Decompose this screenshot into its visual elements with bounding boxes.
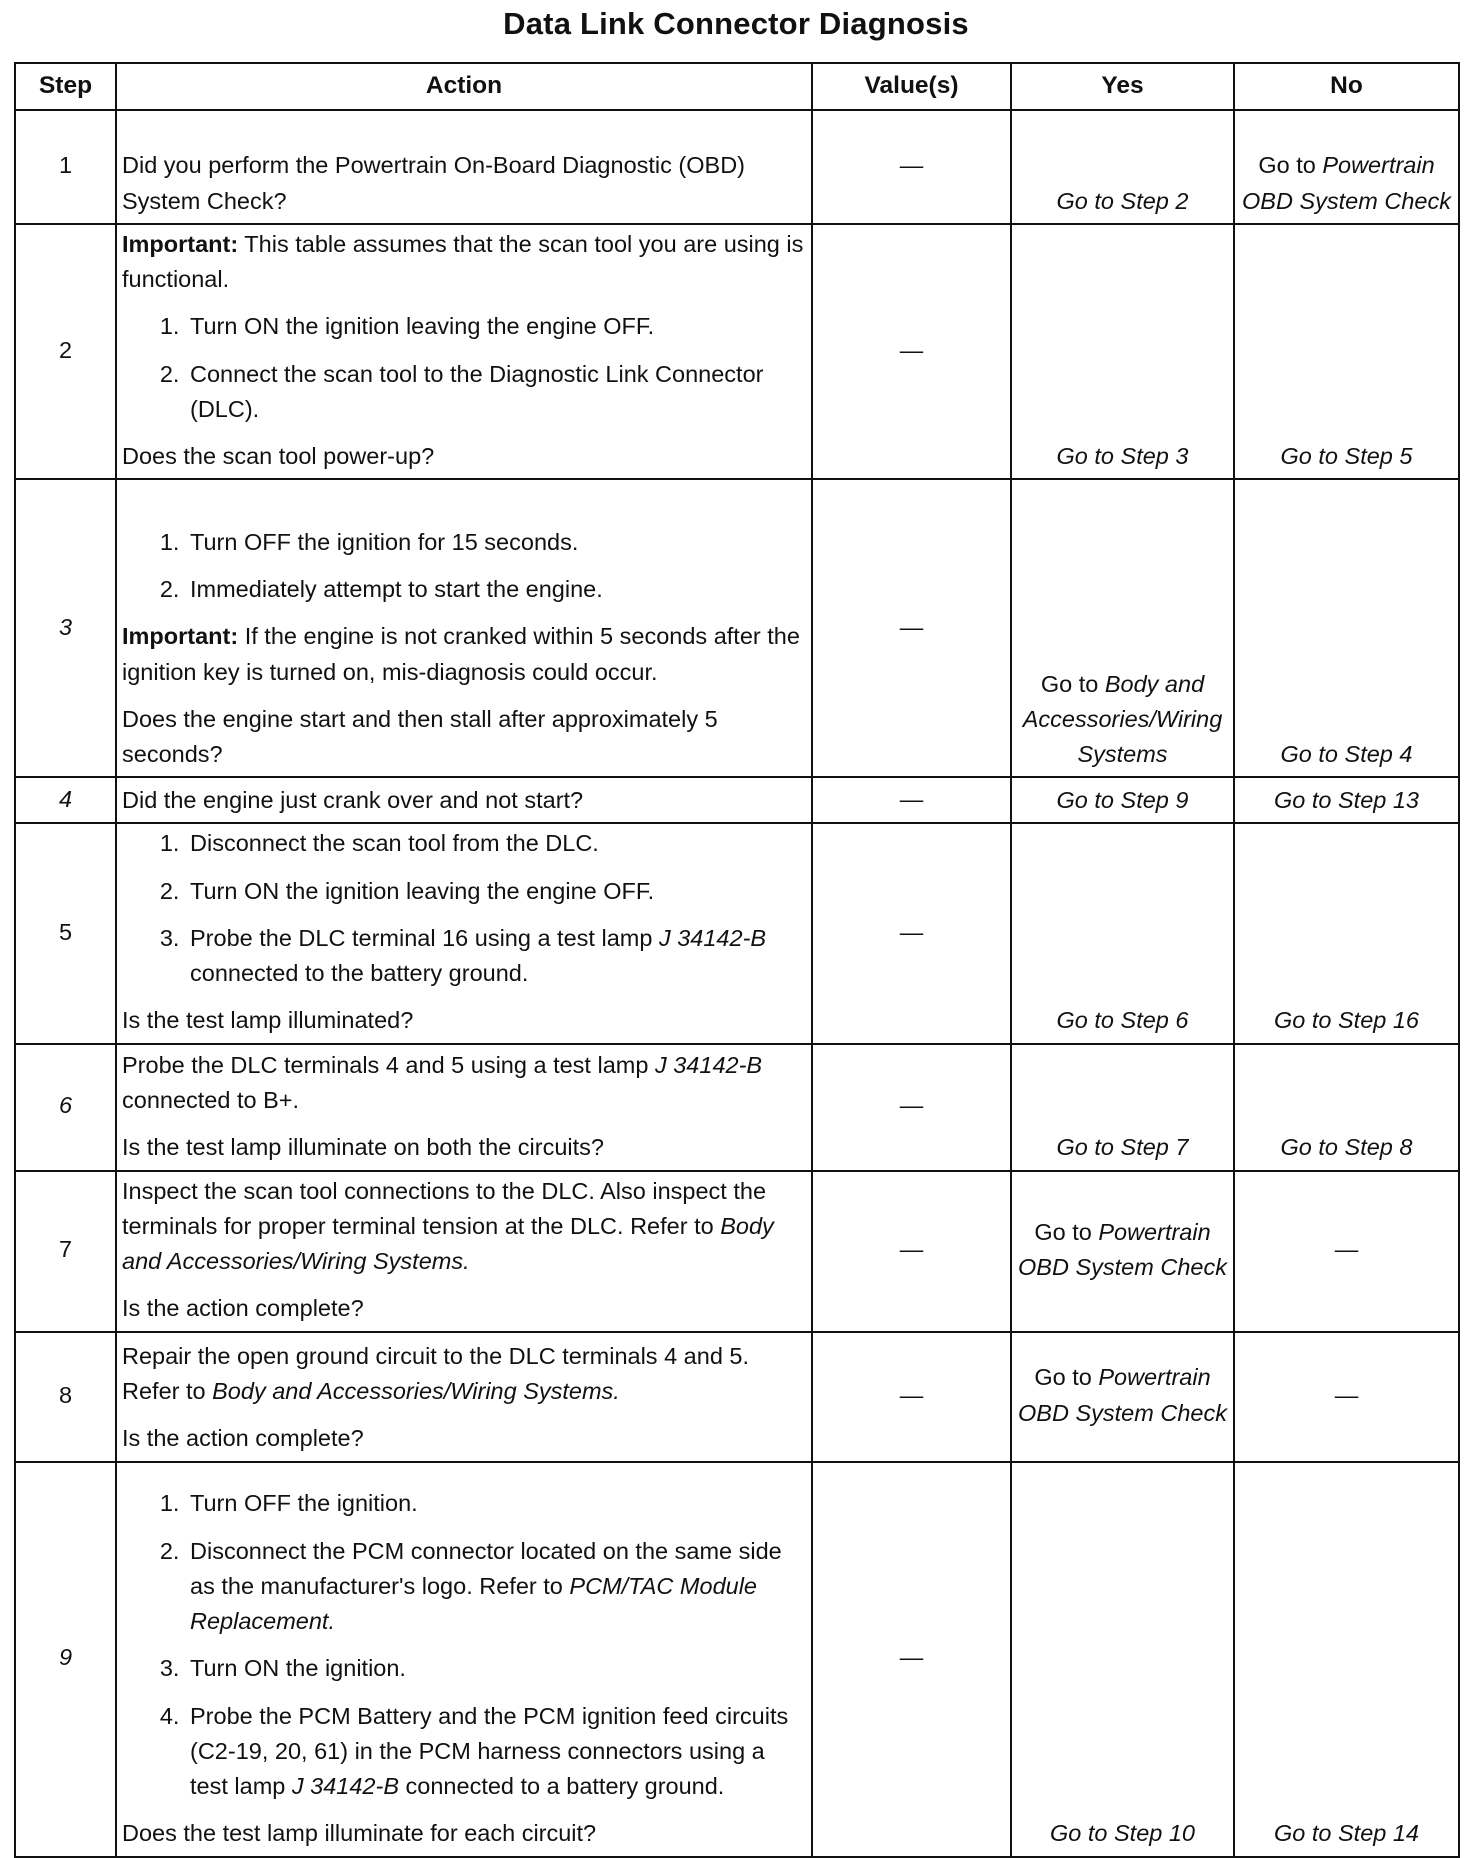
step-number: 9 [15, 1462, 116, 1857]
important-text: This table assumes that the scan tool you are using is functional. [122, 230, 804, 292]
header-row [15, 63, 1459, 110]
action-cell [116, 110, 812, 224]
list-item: 1. Disconnect the scan tool from the DLC. [186, 826, 806, 861]
action-text-part: Probe the DLC terminals 4 and 5 using a test lamp [122, 1051, 649, 1078]
list-item: 1. Turn OFF the ignition. [186, 1486, 806, 1521]
no-cell: — [1234, 1171, 1459, 1332]
value-cell: — [812, 823, 1011, 1043]
action-cell [116, 823, 812, 1043]
action-steps [122, 309, 806, 427]
action-question: Did the engine just crank over and not start? [122, 787, 584, 813]
no-cell: Go to Step 4 [1234, 479, 1459, 777]
table-row [15, 224, 1459, 480]
important-label: Important: [122, 230, 239, 257]
step-number: 6 [15, 1044, 116, 1171]
action-question: Is the action complete? [122, 1295, 364, 1322]
table-row [15, 1462, 1459, 1857]
yes-cell [1011, 1332, 1234, 1462]
action-text-part: Inspect the scan tool connections to the DLC. Also inspect the terminals for proper terminal tension at the DLC. Refer to [122, 1177, 767, 1239]
value-cell: — [812, 1171, 1011, 1332]
list-item: 1. Turn OFF the ignition for 15 seconds. [186, 525, 806, 560]
table-row [15, 777, 1459, 823]
value-cell: — [812, 224, 1011, 480]
action-cell [116, 1332, 812, 1462]
value-cell: — [812, 479, 1011, 777]
table-row [15, 479, 1459, 777]
table-row [15, 110, 1459, 224]
header-step: Step [15, 63, 116, 110]
step-text: Probe the PCM Battery and the PCM ignition feed circuits (C2-19, 20, 61) in the PCM harness connectors using a test lamp [190, 1702, 789, 1799]
action-question: Is the test lamp illuminated? [122, 1007, 414, 1034]
list-item: 3. Turn ON the ignition. [186, 1651, 806, 1686]
list-item [186, 1534, 806, 1640]
table-row [15, 1171, 1459, 1332]
yes-cell: Go to Step 6 [1011, 823, 1234, 1043]
step-text: Disconnect the PCM connector located on the same side as the manufacturer's logo. Refer to [190, 1537, 782, 1599]
yes-reference: Powertrain OBD System Check [1018, 1218, 1227, 1280]
step-number: 5 [15, 823, 116, 1043]
yes-cell: Go to Step 3 [1011, 224, 1234, 480]
action-question: Does the engine start and then stall after approximately 5 seconds? [122, 705, 718, 767]
yes-reference: Body and Accessories/Wiring Systems [1022, 670, 1223, 767]
action-question: Does the test lamp illuminate for each circuit? [122, 1820, 597, 1847]
list-item [186, 1699, 806, 1805]
action-cell [116, 1044, 812, 1171]
no-cell: Go to Step 13 [1234, 777, 1459, 823]
header-yes: Yes [1011, 63, 1234, 110]
document-title: Data Link Connector Diagnosis [503, 6, 969, 41]
list-item: 1. Turn ON the ignition leaving the engine OFF. [186, 309, 806, 344]
no-cell: Go to Step 16 [1234, 823, 1459, 1043]
value-cell: — [812, 1332, 1011, 1462]
action-text [122, 1048, 806, 1119]
action-question: Does the scan tool power-up? [122, 443, 435, 469]
no-prefix: Go to [1258, 152, 1316, 179]
action-steps [122, 1486, 806, 1804]
table-row [15, 1332, 1459, 1462]
action-question: Is the action complete? [122, 1425, 364, 1452]
value-cell: — [812, 110, 1011, 224]
no-cell: Go to Step 14 [1234, 1462, 1459, 1857]
important-note [122, 227, 806, 298]
yes-prefix: Go to [1034, 1364, 1092, 1391]
tool-reference: J 34142-B [291, 1773, 400, 1799]
yes-cell: Go to Step 9 [1011, 777, 1234, 823]
step-number: 1 [15, 110, 116, 224]
action-cell [116, 777, 812, 823]
no-cell: — [1234, 1332, 1459, 1462]
action-text [122, 1174, 806, 1280]
list-item [186, 921, 806, 992]
diagnosis-table [14, 62, 1460, 1858]
important-note [122, 619, 806, 690]
action-steps [122, 525, 806, 608]
header-action: Action [116, 63, 812, 110]
list-item: 2. Connect the scan tool to the Diagnostic Link Connector (DLC). [186, 357, 806, 428]
step-text: connected to the battery ground. [190, 960, 529, 986]
table-row [15, 1044, 1459, 1171]
step-number: 2 [15, 224, 116, 480]
action-text-part: Repair the open ground circuit to the DLC terminals 4 and 5. Refer to [122, 1342, 750, 1404]
action-cell [116, 1462, 812, 1857]
action-question: Is the test lamp illuminate on both the circuits? [122, 1134, 604, 1161]
list-item: 2. Immediately attempt to start the engine. [186, 572, 806, 607]
manual-reference: PCM/TAC Module Replacement. [190, 1572, 758, 1634]
important-text: If the engine is not cranked within 5 seconds after the ignition key is turned on, mis-diagnosis could occur. [122, 623, 800, 685]
value-cell: — [812, 777, 1011, 823]
yes-cell [1011, 1171, 1234, 1332]
table-row [15, 823, 1459, 1043]
no-cell: Go to Step 5 [1234, 224, 1459, 480]
important-label: Important: [122, 623, 239, 650]
list-item: 2. Turn ON the ignition leaving the engine OFF. [186, 874, 806, 909]
no-cell: Go to Step 8 [1234, 1044, 1459, 1171]
step-number: 4 [15, 777, 116, 823]
manual-reference: Body and Accessories/Wiring Systems. [212, 1378, 620, 1404]
action-cell [116, 1171, 812, 1332]
yes-cell: Go to Step 7 [1011, 1044, 1234, 1171]
yes-cell: Go to Step 10 [1011, 1462, 1234, 1857]
step-text: connected to a battery ground. [405, 1773, 725, 1799]
header-no: No [1234, 63, 1459, 110]
step-number: 3 [15, 479, 116, 777]
step-number: 7 [15, 1171, 116, 1332]
no-cell [1234, 110, 1459, 224]
value-cell: — [812, 1044, 1011, 1171]
yes-prefix: Go to [1034, 1218, 1092, 1245]
action-text-part: connected to B+. [122, 1087, 300, 1113]
action-steps [122, 826, 806, 991]
tool-reference: J 34142-B [658, 924, 767, 951]
header-values: Value(s) [812, 63, 1011, 110]
action-cell [116, 479, 812, 777]
manual-reference: Body and Accessories/Wiring Systems. [122, 1212, 774, 1274]
yes-prefix: Go to [1040, 670, 1099, 697]
action-text [122, 1339, 806, 1410]
yes-reference: Powertrain OBD System Check [1018, 1364, 1227, 1426]
yes-cell: Go to Step 2 [1011, 110, 1234, 224]
yes-cell [1011, 479, 1234, 777]
action-cell [116, 224, 812, 480]
value-cell: — [812, 1462, 1011, 1857]
no-reference: Powertrain OBD System Check [1242, 152, 1451, 214]
step-number: 8 [15, 1332, 116, 1462]
step-text: Probe the DLC terminal 16 using a test lamp [190, 924, 653, 951]
action-question: Did you perform the Powertrain On-Board Diagnostic (OBD) System Check? [122, 152, 745, 214]
tool-reference: J 34142-B [654, 1051, 763, 1078]
